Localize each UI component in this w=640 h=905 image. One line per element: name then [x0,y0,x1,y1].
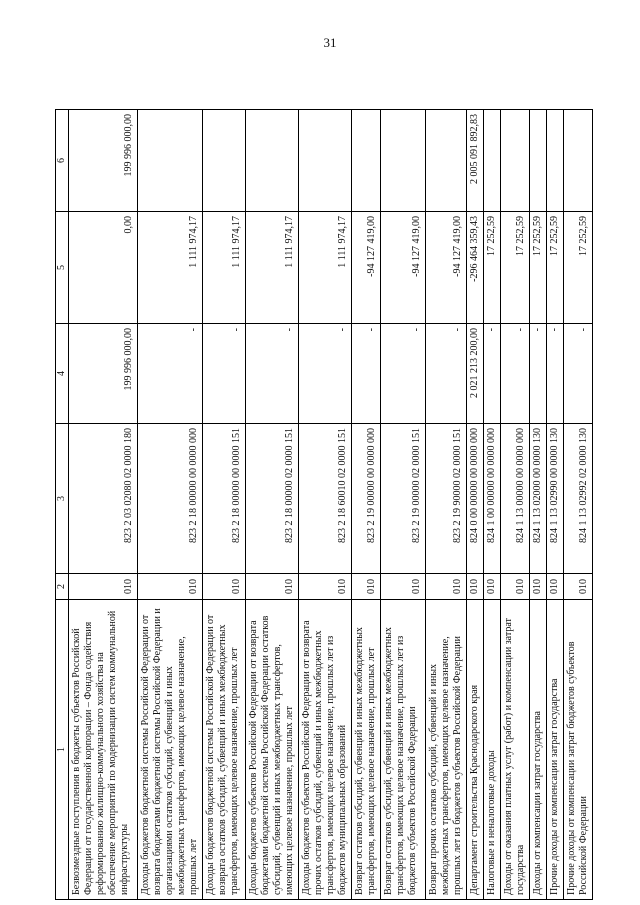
row-kbk: 823 2 03 02080 02 0000 180 [69,424,138,574]
row-value-col5: 1 111 974,17 [138,212,203,324]
table-row [501,110,530,900]
row-name: Прочие доходы от компенсации затрат государства [547,600,564,900]
row-code: 010 [299,574,352,600]
row-kbk: 823 2 18 00000 02 0000 151 [246,424,299,574]
row-value-col4: - [530,324,547,424]
row-value-col4: 2 021 213 200,00 [467,324,484,424]
row-kbk: 824 0 00 00000 00 0000 000 [467,424,484,574]
row-value-col6 [203,110,246,212]
row-value-col6 [381,110,426,212]
row-code: 010 [69,574,138,600]
row-value-col4: - [203,324,246,424]
row-code: 010 [501,574,530,600]
table-row [530,110,547,900]
row-value-col5: 1 111 974,17 [203,212,246,324]
row-code: 010 [426,574,467,600]
row-value-col6 [547,110,564,212]
row-value-col5: -296 464 359,43 [467,212,484,324]
row-code: 010 [138,574,203,600]
row-code: 010 [530,574,547,600]
row-code: 010 [381,574,426,600]
row-name: Доходы бюджетов субъектов Российской Федерации от возврата прочих остатков субсидий, субвенций и иных межбюджетных трансфертов, имеющих целевое назначение, прошлых лет из бюджетов муниципальных образований [299,600,352,900]
row-value-col5: 17 252,59 [484,212,501,324]
column-header-6: 6 [56,110,69,212]
row-name: Доходы от оказания платных услуг (работ) и компенсации затрат государства [501,600,530,900]
row-kbk: 824 1 00 00000 00 0000 000 [484,424,501,574]
row-kbk: 823 2 18 60010 02 0000 151 [299,424,352,574]
row-kbk: 823 2 19 90000 02 0000 151 [426,424,467,574]
row-value-col5: 17 252,59 [501,212,530,324]
row-kbk: 823 2 19 00000 02 0000 151 [381,424,426,574]
row-value-col5: -94 127 419,00 [426,212,467,324]
row-value-col4: - [501,324,530,424]
row-value-col5: -94 127 419,00 [352,212,381,324]
row-value-col6 [138,110,203,212]
row-value-col6 [352,110,381,212]
table-row [547,110,564,900]
table-header-row [56,110,69,900]
row-name: Доходы бюджетов бюджетной системы Российской Федерации от возврата бюджетами бюджетной системы Российской Федерации и организациями остатков субсидий, субвенций и иных межбюджетных трансфертов, имеющих целевое назначение, прошлых лет [138,600,203,900]
row-code: 010 [547,574,564,600]
row-name: Доходы бюджетов субъектов Российской Федерации от возврата бюджетами бюджетной системы Российской Федерации остатков субсидий, субвенций и иных межбюджетных трансфертов, имеющих целевое назначение, прошлых лет [246,600,299,900]
row-value-col5: 1 111 974,17 [299,212,352,324]
row-name: Возврат остатков субсидий, субвенций и иных межбюджетных трансфертов, имеющих целевое назначение, прошлых лет [352,600,381,900]
table-row [203,110,246,900]
row-name: Доходы бюджетов бюджетной системы Российской Федерации от возврата остатков субсидий, субвенций и иных межбюджетных трансфертов, имеющих целевое назначение, прошлых лет [203,600,246,900]
row-name: Департамент строительства Краснодарского края [467,600,484,900]
row-value-col6 [530,110,547,212]
row-value-col6 [426,110,467,212]
row-value-col5: 17 252,59 [530,212,547,324]
row-value-col4: - [352,324,381,424]
row-value-col6: 199 996 000,00 [69,110,138,212]
row-name: Возврат прочих остатков субсидий, субвенций и иных межбюджетных трансфертов, имеющих целевое назначение, прошлых лет из бюджетов субъектов Российской Федерации [426,600,467,900]
row-value-col4: 199 996 000,00 [69,324,138,424]
row-value-col4: - [299,324,352,424]
row-kbk: 823 2 18 00000 00 0000 000 [138,424,203,574]
table-row [426,110,467,900]
row-value-col6: 2 005 091 892,83 [467,110,484,212]
row-value-col5: 1 111 974,17 [246,212,299,324]
row-value-col5: 17 252,59 [564,212,593,324]
row-value-col6 [246,110,299,212]
column-header-4: 4 [56,324,69,424]
column-header-3: 3 [56,424,69,574]
row-code: 010 [467,574,484,600]
table-body [69,110,593,900]
table-row [299,110,352,900]
row-value-col5: 0,00 [69,212,138,324]
row-code: 010 [484,574,501,600]
row-value-col4: - [564,324,593,424]
row-value-col6 [484,110,501,212]
row-kbk: 824 1 13 02990 00 0000 130 [547,424,564,574]
row-kbk: 824 1 13 02992 02 0000 130 [564,424,593,574]
row-value-col4: - [381,324,426,424]
row-value-col6 [501,110,530,212]
row-value-col4: - [547,324,564,424]
revenue-table [55,109,593,900]
row-kbk: 824 1 13 02000 00 0000 130 [530,424,547,574]
table-row [564,110,593,900]
table-row [352,110,381,900]
column-header-5: 5 [56,212,69,324]
row-value-col5: 17 252,59 [547,212,564,324]
row-name: Возврат остатков субсидий, субвенций и иных межбюджетных трансфертов, имеющих целевое назначение, прошлых лет из бюджетов субъектов Российской Федерации [381,600,426,900]
row-name: Безвозмездные поступления в бюджеты субъектов Российской Федерации от государственной корпорации – Фонда содействия реформированию жилищно-коммунального хозяйства на обеспечение мероприятий по модернизации систем коммунальной инфраструктуры [69,600,138,900]
row-value-col6 [564,110,593,212]
table-row [467,110,484,900]
column-header-1: 1 [56,600,69,900]
row-kbk: 823 2 18 00000 00 0000 151 [203,424,246,574]
row-kbk: 823 2 19 00000 00 0000 000 [352,424,381,574]
rotated-table-wrapper [55,110,589,900]
row-value-col4: - [138,324,203,424]
table-row [484,110,501,900]
row-code: 010 [246,574,299,600]
row-kbk: 824 1 13 00000 00 0000 000 [501,424,530,574]
row-code: 010 [564,574,593,600]
row-value-col4: - [426,324,467,424]
row-value-col4: - [484,324,501,424]
row-code: 010 [352,574,381,600]
table-row [381,110,426,900]
column-header-2: 2 [56,574,69,600]
row-value-col6 [299,110,352,212]
page-number: 31 [323,35,337,50]
table-row [138,110,203,900]
row-value-col4: - [246,324,299,424]
row-value-col5: -94 127 419,00 [381,212,426,324]
row-name: Налоговые и неналоговые доходы [484,600,501,900]
table-row [69,110,138,900]
document-table-area [55,110,589,900]
row-name: Доходы от компенсации затрат государства [530,600,547,900]
row-name: Прочие доходы от компенсации затрат бюджетов субъектов Российской Федерации [564,600,593,900]
table-row [246,110,299,900]
row-code: 010 [203,574,246,600]
